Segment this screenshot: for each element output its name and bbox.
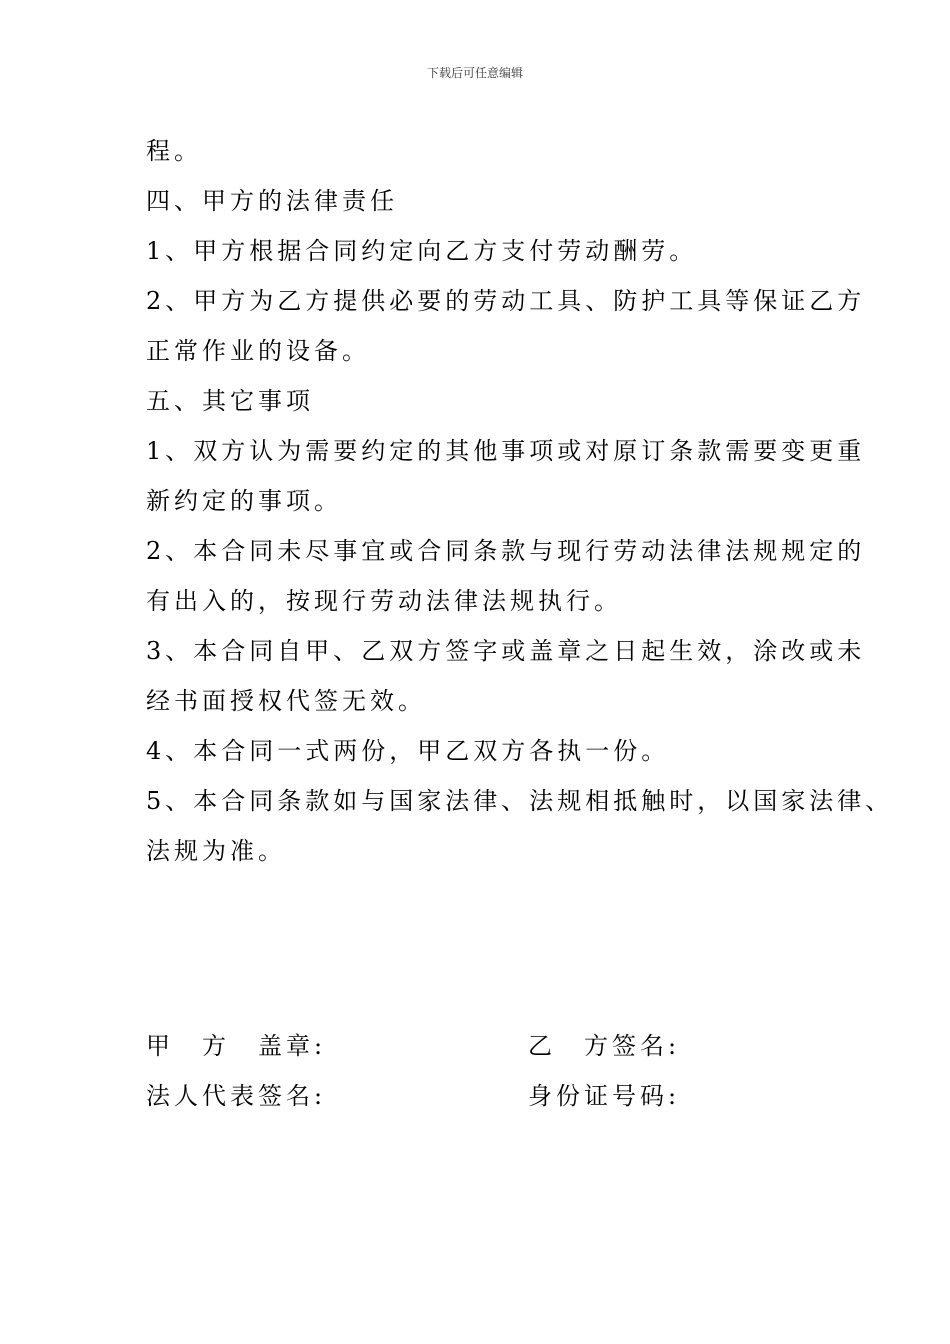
text-line: 经书面授权代签无效。 (146, 687, 426, 715)
contract-body (146, 126, 894, 876)
text-line: 法规为准。 (146, 837, 286, 865)
party-b-signature-label: 乙 方签名: (528, 1032, 681, 1060)
text-line: 3、本合同自甲、乙双方签字或盖章之日起生效，涂改或未 (146, 637, 866, 665)
text-line: 1、双方认为需要约定的其他事项或对原订条款需要变更重 (146, 437, 866, 465)
text-line: 有出入的，按现行劳动法律法规执行。 (146, 587, 622, 615)
party-b-id-number-label: 身份证号码: (528, 1082, 681, 1110)
party-a-representative-label: 法人代表签名: (146, 1082, 327, 1110)
text-line: 正常作业的设备。 (146, 337, 370, 365)
text-line: 4、本合同一式两份，甲乙双方各执一份。 (146, 737, 670, 765)
text-line: 2、甲方为乙方提供必要的劳动工具、防护工具等保证乙方 (146, 287, 866, 315)
text-line: 新约定的事项。 (146, 487, 342, 515)
section-heading-other-matters: 五、其它事项 (146, 387, 314, 415)
party-a-seal-label: 甲 方 盖章: (146, 1032, 327, 1060)
text-line: 5、本合同条款如与国家法律、法规相抵触时，以国家法律、 (146, 787, 894, 815)
section-heading-party-a-liability: 四、甲方的法律责任 (146, 187, 398, 215)
text-line: 程。 (146, 137, 202, 165)
text-line: 2、本合同未尽事宜或合同条款与现行劳动法律法规规定的 (146, 537, 866, 565)
text-line: 1、甲方根据合同约定向乙方支付劳动酬劳。 (146, 237, 698, 265)
page-header: 下载后可任意编辑 (426, 66, 523, 80)
